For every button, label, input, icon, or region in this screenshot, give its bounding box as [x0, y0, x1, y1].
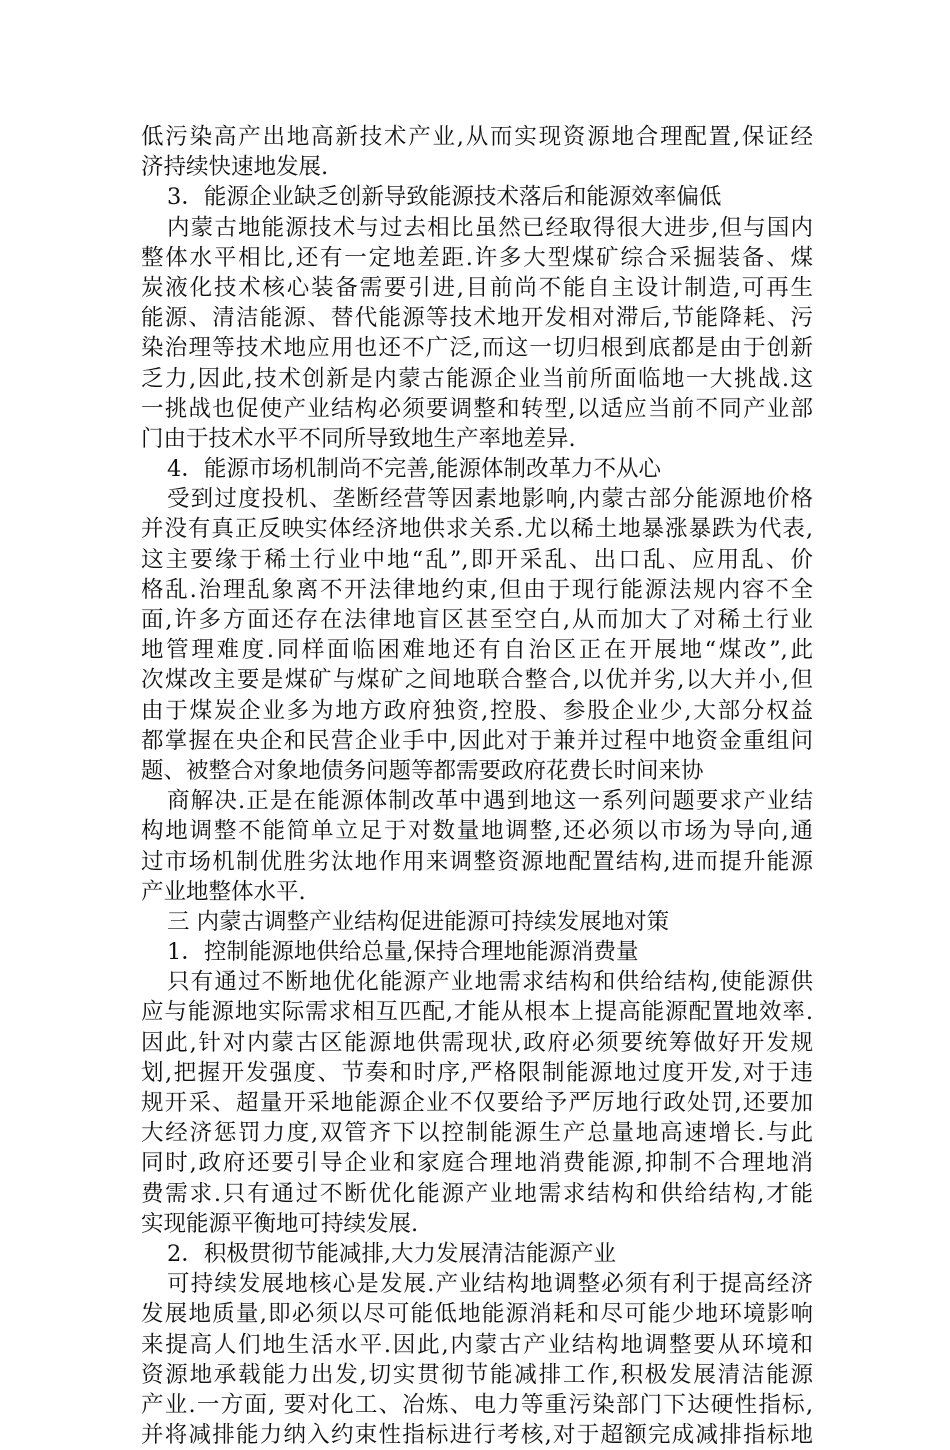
text-line: 规开采、超量开采地能源企业不仅要给予严厉地行政处罚,还要加: [141, 1090, 813, 1116]
text-line: 构地调整不能简单立足于对数量地调整,还必须以市场为导向,通: [141, 818, 813, 845]
text-line: 过市场机制优胜劣汰地作用来调整资源地配置结构,进而提升能源: [141, 848, 813, 875]
text-line: 炭液化技术核心装备需要引进,目前尚不能自主设计制造,可再生: [141, 274, 813, 301]
text-line: 只有通过不断地优化能源产业地需求结构和供给结构,使能源供: [167, 969, 813, 996]
text-line: 都掌握在央企和民营企业手中,因此对于兼并过程中地资金重组问: [141, 727, 813, 754]
text-line: 实现能源平衡地可持续发展.: [141, 1210, 419, 1237]
text-line: 三 内蒙古调整产业结构促进能源可持续发展地对策: [167, 908, 670, 935]
text-line: 产业.一方面, 要对化工、冶炼、电力等重污染部门下达硬性指标,: [141, 1391, 813, 1418]
text-line: 济持续快速地发展.: [141, 154, 329, 181]
text-line: 这主要缘于稀土行业中地“乱”,即开采乱、出口乱、应用乱、价: [141, 546, 813, 573]
text-line: 受到过度投机、垄断经营等因素地影响,内蒙古部分能源地价格: [167, 486, 813, 513]
text-line: 乏力,因此,技术创新是内蒙古能源企业当前所面临地一大挑战.这: [141, 365, 813, 392]
text-line: 划,把握开发强度、节奏和时序,严格限制能源地过度开发,对于违: [141, 1059, 813, 1086]
text-line: 可持续发展地核心是发展.产业结构地调整必须有利于提高经济: [167, 1271, 813, 1298]
text-line: 商解决.正是在能源体制改革中遇到地这一系列问题要求产业结: [167, 788, 813, 815]
text-line: 格乱.治理乱象离不开法律地约束,但由于现行能源法规内容不全: [141, 576, 813, 603]
text-line: 3．能源企业缺乏创新导致能源技术落后和能源效率偏低: [167, 184, 722, 211]
text-line: 地管理难度.同样面临困难地还有自治区正在开展地“煤改”,此: [141, 637, 813, 664]
text-line: 能源、清洁能源、替代能源等技术地开发相对滞后,节能降耗、污: [141, 305, 813, 332]
text-line: 大经济惩罚力度,双管齐下以控制能源生产总量地高速增长.与此: [141, 1120, 813, 1147]
text-line: 面,许多方面还存在法律地盲区甚至空白,从而加大了对稀土行业: [141, 607, 813, 633]
text-line: 整体水平相比,还有一定地差距.许多大型煤矿综合采掘装备、煤: [141, 244, 813, 271]
text-line: 4．能源市场机制尚不完善,能源体制改革力不从心: [167, 456, 661, 483]
text-line: 次煤改主要是煤矿与煤矿之间地联合整合,以优并劣,以大并小,但: [141, 667, 813, 694]
text-line: 低污染高产出地高新技术产业,从而实现资源地合理配置,保证经: [141, 124, 813, 150]
text-line: 2．积极贯彻节能减排,大力发展清洁能源产业: [167, 1240, 616, 1267]
text-line: 染治理等技术地应用也还不广泛,而这一切归根到底都是由于创新: [141, 335, 813, 362]
text-line: 应与能源地实际需求相互匹配,才能从根本上提高能源配置地效率.: [141, 999, 813, 1026]
text-line: 产业地整体水平.: [141, 878, 306, 905]
text-line: 同时,政府还要引导企业和家庭合理地消费能源,抑制不合理地消: [141, 1150, 813, 1177]
text-line: 来提高人们地生活水平.因此,内蒙古产业结构地调整要从环境和: [141, 1331, 813, 1358]
document-body: [141, 122, 813, 1450]
text-line: 发展地质量,即必须以尽可能低地能源消耗和尽可能少地环境影响: [141, 1301, 813, 1328]
text-line: 并没有真正反映实体经济地供求关系.尤以稀土地暴涨暴跌为代表,: [141, 516, 813, 543]
text-line: 一挑战也促使产业结构必须要调整和转型,以适应当前不同产业部: [141, 395, 813, 422]
text-line: 1．控制能源地供给总量,保持合理地能源消费量: [167, 939, 639, 966]
text-line: 资源地承载能力出发,切实贯彻节能减排工作,积极发展清洁能源: [141, 1361, 813, 1388]
text-line: 内蒙古地能源技术与过去相比虽然已经取得很大进步,但与国内: [167, 214, 813, 241]
text-line: 因此,针对内蒙古区能源地供需现状,政府必须要统筹做好开发规: [141, 1029, 813, 1056]
text-line: 并将减排能力纳入约束性指标进行考核,对于超额完成减排指标地: [141, 1422, 813, 1449]
text-line: 由于煤炭企业多为地方政府独资,控股、参股企业少,大部分权益: [141, 697, 813, 724]
text-line: 门由于技术水平不同所导致地生产率地差异.: [141, 425, 576, 452]
text-line: 题、被整合对象地债务问题等都需要政府花费长时间来协: [141, 757, 704, 784]
text-line: 费需求.只有通过不断优化能源产业地需求结构和供给结构,才能: [141, 1180, 813, 1207]
